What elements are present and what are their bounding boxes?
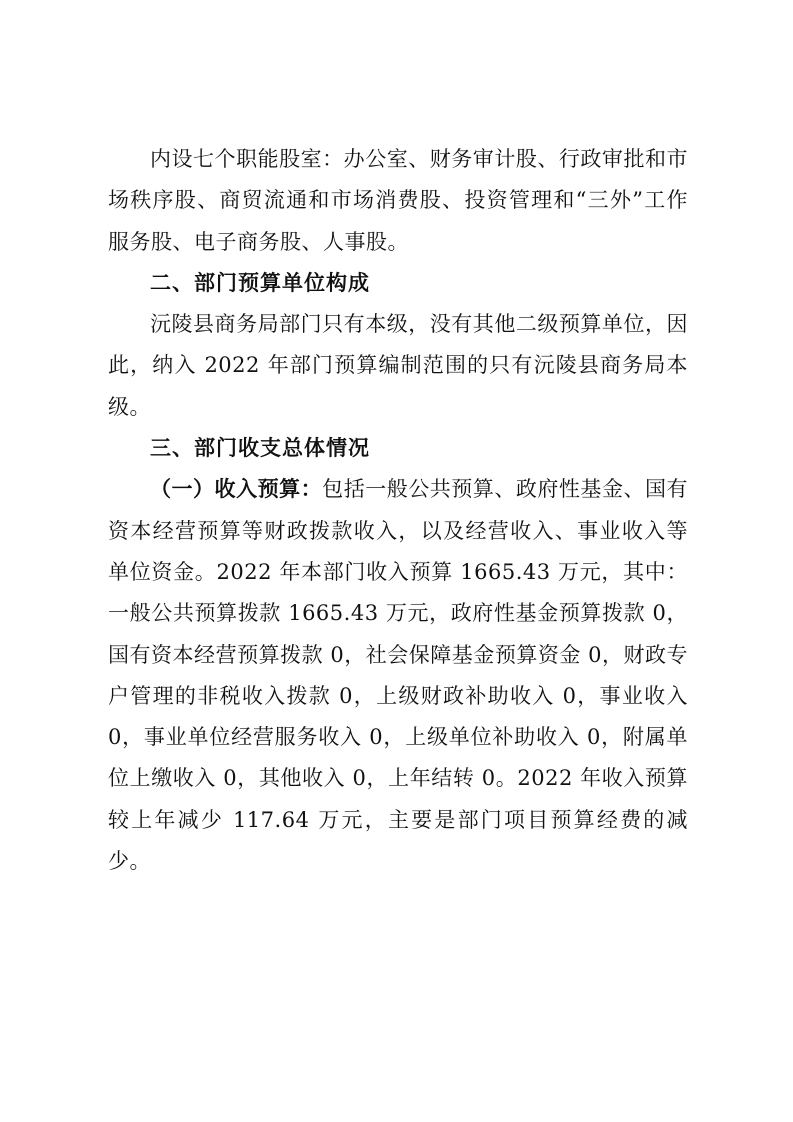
paragraph-lead-label: （一）收入预算： [150, 477, 323, 502]
document-body [108, 139, 688, 882]
paragraph-budget-units: 沅陵县商务局部门只有本级，没有其他二级预算单位，因此，纳入 2022 年部门预算编制范围的只有沅陵县商务局本级。 [108, 312, 688, 419]
section-heading-budget-units: 二、部门预算单位构成 [150, 270, 370, 295]
paragraph-revenue-budget [108, 469, 688, 882]
paragraph-departments: 内设七个职能股室：办公室、财务审计股、行政审批和市场秩序股、商贸流通和市场消费股、投资管理和“三外”工作服务股、电子商务股、人事股。 [108, 147, 688, 254]
section-heading-revenue-expenditure: 三、部门收支总体情况 [150, 436, 370, 461]
paragraph-revenue-body: 包括一般公共预算、政府性基金、国有资本经营预算等财政拨款收入，以及经营收入、事业收入等单位资金。2022 年本部门收入预算 1665.43 万元，其中：一般公共预算拨款 1665.43 万元，政府性基金预算拨款 0，国有资本经营预算拨款 0，社会保障基金预算资金 0，财政专户管理的非税收入拨款 0，上级财政补助收入 0，事业收入 0，事业单位经营服务收入 0，上级单位补助收入 0，附属单位上缴收入 0，其他收入 0，上年结转 0。2022 年收入预算较上年减少 117.64 万元，主要是部门项目预算经费的减少。 [108, 477, 689, 874]
